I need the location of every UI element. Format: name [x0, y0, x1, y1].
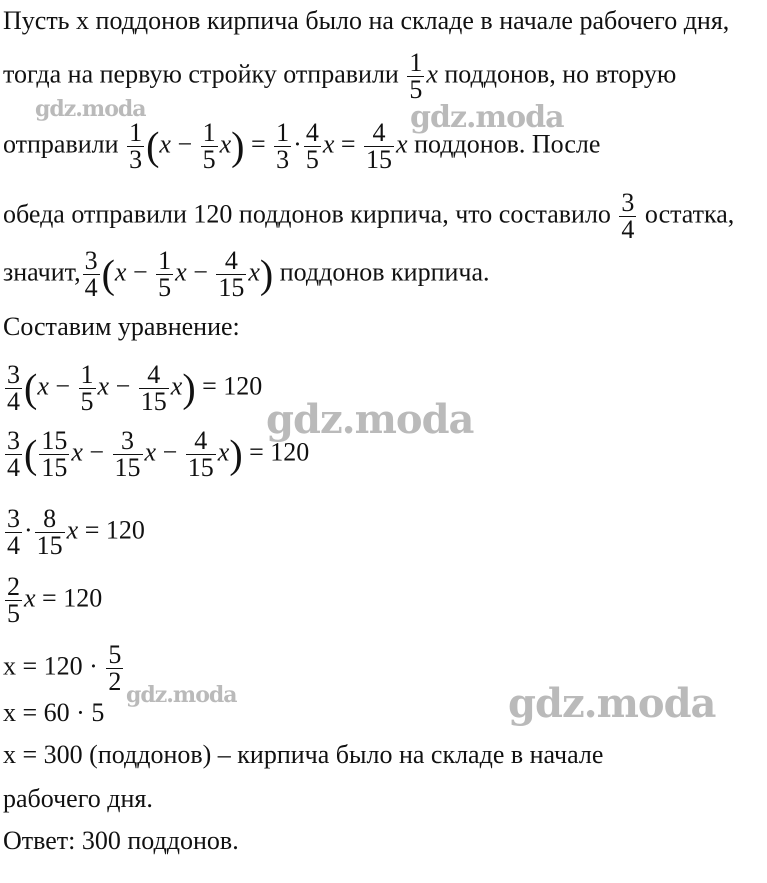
- text-segment: поддонов кирпича.: [279, 257, 490, 287]
- text-segment: Составим уравнение:: [3, 312, 240, 341]
- text-line-5: значит, $\frac{3}{4}$ (x − $\frac{1}{5}$ x − $\frac{4}{15}$ x) поддонов кирпича.: [3, 246, 490, 302]
- equation-3: $\frac{3}{4}$ · $\frac{8}{15}$ x = 120: [7, 504, 145, 560]
- text-line-1-content: Пусть x поддонов кирпича было на складе в начале рабочего дня,: [3, 6, 730, 35]
- text-segment: тогда на первую стройку отправили: [3, 59, 399, 89]
- text-segment: x = 60 · 5: [3, 698, 105, 727]
- answer: [3, 826, 239, 856]
- text-segment: x = 120 ·: [3, 651, 98, 681]
- watermark: gdz.moda: [126, 682, 237, 708]
- text-segment: рабочего дня.: [3, 784, 153, 813]
- equation-5: x = 120 · $\frac{5}{2}$: [3, 640, 122, 696]
- text-segment: поддонов, но вторую: [444, 59, 677, 89]
- text-segment: x = 300 (поддонов) – кирпича было на складе в начале: [3, 740, 604, 769]
- watermark: gdz.moda: [410, 100, 564, 135]
- equation-7-cont: [3, 784, 153, 814]
- text-segment: поддонов. После: [414, 129, 601, 159]
- equation-1: $\frac{3}{4}$ (x − $\frac{1}{5}$ x − $\frac{4}{15}$ x) = 120: [7, 360, 263, 416]
- text-line-1: [3, 6, 729, 36]
- text-segment: отправили: [3, 129, 119, 159]
- watermark: gdz.moda: [508, 680, 716, 727]
- text-line-4: обеда отправили 120 поддонов кирпича, что составило $\frac{3}{4}$ остатка,: [3, 188, 735, 244]
- watermark: gdz.moda: [266, 396, 474, 443]
- text-segment: остатка,: [644, 199, 735, 229]
- equation-6: [3, 698, 104, 728]
- equation-4: $\frac{2}{5}$ x = 120: [7, 572, 103, 628]
- equation-2: $\frac{3}{4}$ ( $\frac{15}{15}$ x − $\frac{3}{15}$ x − $\frac{4}{15}$ x) = 120: [7, 426, 310, 482]
- fraction-1-5: $\frac{1}{5}$: [409, 48, 423, 104]
- answer-text: Ответ: 300 поддонов.: [3, 826, 239, 855]
- text-line-2: тогда на первую стройку отправили $\frac{1}{5}$ x поддонов, но вторую: [3, 48, 677, 104]
- text-segment: значит,: [3, 257, 81, 287]
- text-segment: обеда отправили 120 поддонов кирпича, что составило: [3, 199, 611, 229]
- text-line-3: отправили $\frac{1}{3}$ (x − $\frac{1}{5}$ x) = $\frac{1}{3}$ · $\frac{4}{5}$ x = $\frac{4}{15}$ x поддонов. После: [3, 118, 601, 174]
- equation-7: [3, 740, 603, 770]
- watermark: gdz.moda: [35, 96, 146, 122]
- text-line-6: [3, 312, 240, 342]
